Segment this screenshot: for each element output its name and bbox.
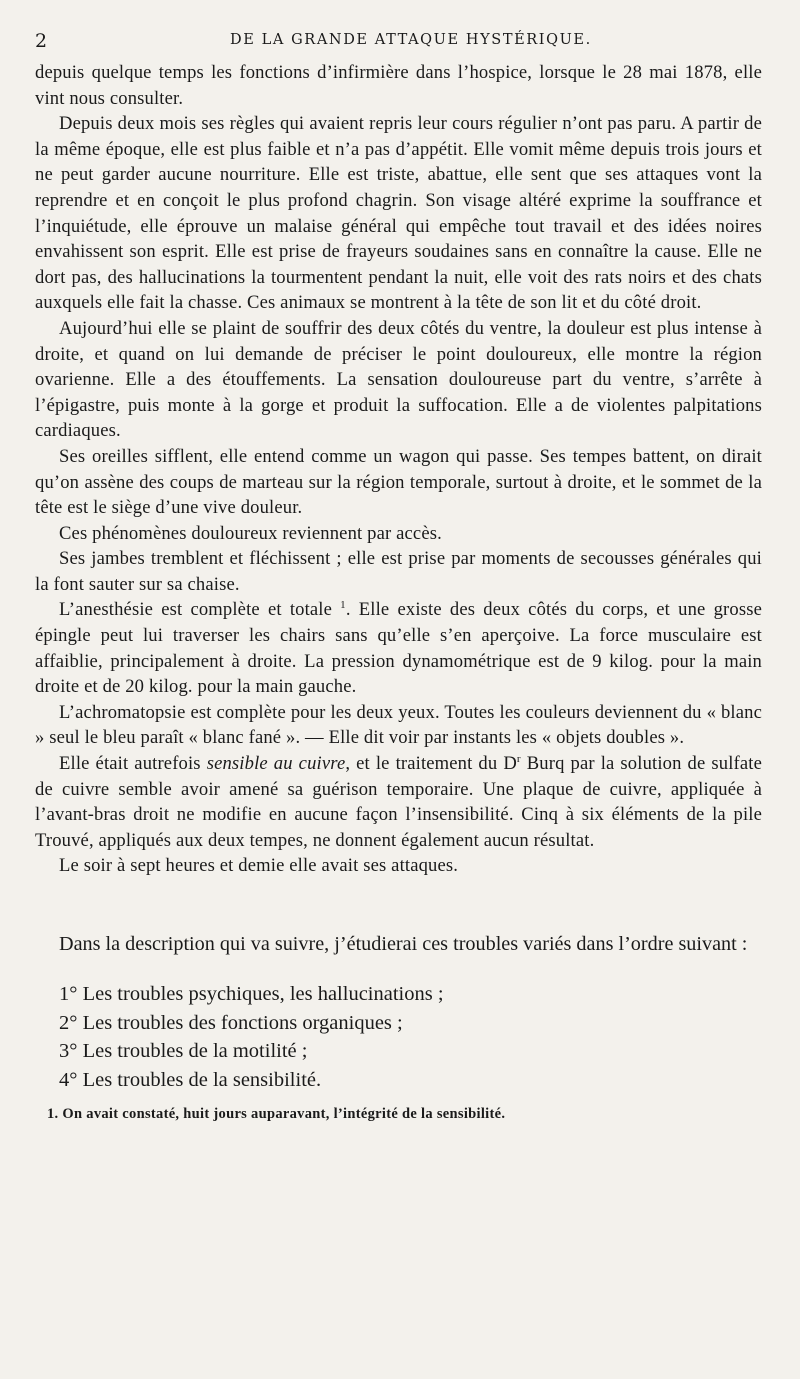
paragraph-recurrence: Ces phénomènes douloureux reviennent par accès. [59,522,442,544]
body-text [35,60,762,879]
copper-text-middle: , et le traitement du D [345,753,517,775]
paragraph-continuation: depuis quelque temps les fonctions d’infirmière dans l’hospice, lorsque le 28 mai 1878, elle vint nous consulter. [35,62,762,109]
list-item: 1° Les troubles psychiques, les hallucinations ; [59,983,444,1005]
copper-text-after: Burq par la solution de sulfate de cuivre semble avoir amené sa guérison temporaire. Une plaque de cuivre, appliquée à l’avant-bras droit ne modifie en aucune façon l’insensibilité. Cinq à six éléments de la pile Trouvé, appliqués aux deux tempes, ne donnent également aucun résultat. [35,753,762,851]
list-item: 4° Les troubles de la sensibilité. [59,1068,322,1091]
list-item: 2° Les troubles des fonctions organiques ; [59,1011,403,1034]
paragraph-anesthesia [35,597,762,699]
section-intro [35,930,762,958]
footnote-reference[interactable]: 1 [340,599,346,612]
copper-italic: sensible au cuivre [206,753,346,775]
list-item: 3° Les troubles de la motilité ; [59,1040,308,1062]
running-title: DE LA GRANDE ATTAQUE HYSTÉRIQUE. [230,32,592,48]
paragraph-legs: Ses jambes tremblent et fléchissent ; elle est prise par moments de secousses générales qui la font sauter sur sa chaise. [35,548,762,595]
footnote: 1. On avait constaté, huit jours auparavant, l’intégrité de la sensibilité. [47,1106,506,1122]
copper-text: Elle était autrefois [59,753,207,775]
anesthesia-text-continued: . Elle existe des deux côtés du corps, et une grosse épingle peut lui traverser les chairs sans qu’elle s’en aperçoive. La force musculaire est affaiblie, principalement à droite. La pression dynamométrique est de 9 kilog. pour la main droite et de 20 kilog. pour la main gauche. [35,599,762,698]
paragraph-copper [35,751,762,853]
page-header [35,26,762,60]
paragraph-symptoms: Depuis deux mois ses règles qui avaient repris leur cours régulier n’ont pas paru. A partir de la même époque, elle est plus faible et n’a pas d’appétit. Elle vomit même depuis trois jours et ne peut garder aucune nourriture. Elle est triste, abattue, elle sent que ses attaques vont la reprendre et en conçoit le plus profond chagrin. Son visage altéré exprime la souffrance et l’inquiétude, elle éprouve un malaise général qui empêche tout travail et des idées noires envahissent son esprit. Elle est prise de frayeurs soudaines sans en connaître la cause. Elle ne dort pas, des hallucinations la tourmentent pendant la nuit, elle voit des rats noirs et des chats auxquels elle fait la chasse. Ces animaux se montrent à la tête de son lit et du côté droit. [35,113,762,314]
paragraph-pain: Aujourd’hui elle se plaint de souffrir des deux côtés du ventre, la douleur est plus intense à droite, et quand on lui demande de préciser le point douloureux, elle montre la région ovarienne. Elle a des étouffements. La sensation douloureuse part du ventre, s’arrête à l’épigastre, puis monte à la gorge et produit la suffocation. Elle a de violentes palpitations cardiaques. [35,317,762,442]
anesthesia-text: L’anesthésie est complète et totale [59,599,341,621]
page-number: 2 [35,30,49,52]
troubles-list [35,980,762,1094]
paragraph-evening: Le soir à sept heures et demie elle avait ses attaques. [59,855,459,877]
intro-text: Dans la description qui va suivre, j’étudierai ces troubles variés dans l’ordre suivant : [59,933,748,955]
paragraph-ears: Ses oreilles sifflent, elle entend comme un wagon qui passe. Ses tempes battent, on dirait qu’on assène des coups de marteau sur la région temporale, surtout à droite, et le sommet de la tête est le siège d’une vive douleur. [35,445,762,519]
paragraph-achromatopsia: L’achromatopsie est complète pour les deux yeux. Toutes les couleurs deviennent du « blanc » seul le bleu paraît « blanc fané ». — Elle dit voir par instants les « objets doubles ». [35,701,762,749]
doctor-superscript: r [516,752,521,765]
